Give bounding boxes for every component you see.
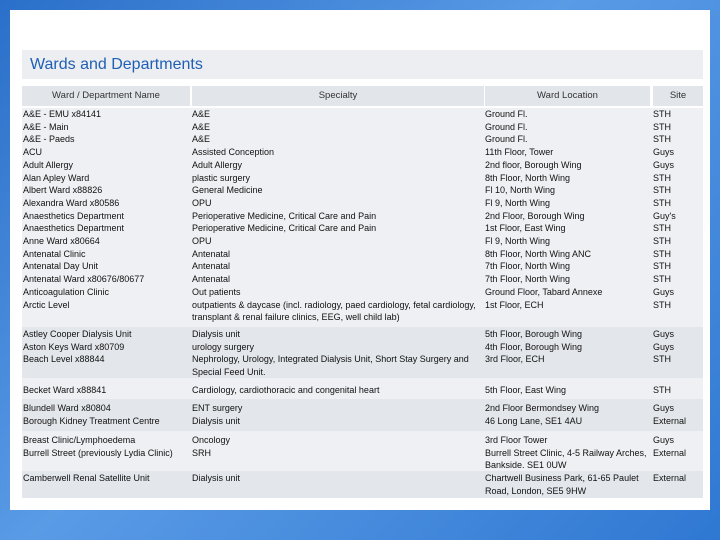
specialty-cell: Oncology SRH [192, 435, 231, 458]
site-cell: STH [653, 385, 671, 395]
specialty-cell: ENT surgery Dialysis unit [192, 403, 243, 426]
ward-name-cell: Astley Cooper Dialysis Unit Aston Keys Ward x80709 Beach Level x88844 [23, 329, 132, 365]
table-row-group [22, 471, 703, 498]
site-cell: STH STH STH Guys Guys STH STH STH Guy's STH STH STH STH STH Guys STH [653, 109, 676, 310]
ward-name-cell: Blundell Ward x80804 Borough Kidney Treatment Centre [23, 403, 160, 426]
site-cell: External [653, 473, 687, 483]
table-row-group [22, 379, 703, 398]
site-cell: Guys Guys STH [653, 329, 675, 365]
ward-name-cell: Becket Ward x88841 [23, 385, 107, 395]
header-specialty: Specialty [192, 86, 484, 106]
header-ward-name: Ward / Department Name [22, 86, 190, 106]
ward-location-cell: Ground Fl. Ground Fl. Ground Fl. 11th Floor, Tower 2nd floor, Borough Wing 8th Floor, North Wing Fl 10, North Wing Fl 9, North Wing 2nd Floor, Borough Wing 1st Floor, East Wing Fl 9, North Wing 8th Floor, North Wing ANC 7th Floor, North Wing 7th Floor, North Wing Ground Floor, Tabard Annexe 1st Floor, ECH [485, 109, 603, 310]
ward-name-cell: A&E - EMU x84141 A&E - Main A&E - Paeds ACU Adult Allergy Alan Apley Ward Albert Ward x88826 Alexandra Ward x80586 Anaesthetics Department Anaesthetics Department Anne Ward x80664 Antenatal Clinic Antenatal Day Unit Antenatal Ward x80676/80677 Anticoagulation Clinic Arctic Level [23, 109, 145, 310]
ward-location-cell: Chartwell Business Park, 61-65 Paulet Road, London, SE5 9HW [485, 473, 639, 496]
table-body [22, 108, 703, 498]
table-row-group [22, 432, 703, 470]
specialty-cell: Dialysis unit urology surgery Nephrology, Urology, Integrated Dialysis Unit, Short Stay Surgery and Special Feed Unit. [192, 329, 469, 378]
site-cell: Guys External [653, 435, 687, 458]
ward-name-cell: Breast Clinic/Lymphoedema Burrell Street (previously Lydia Clinic) [23, 435, 173, 458]
table-row-group [22, 399, 703, 431]
header-site: Site [653, 86, 703, 106]
specialty-cell: A&E A&E A&E Assisted Conception Adult Allergy plastic surgery General Medicine OPU Perioperative Medicine, Critical Care and Pain Perioperative Medicine, Critical Care and Pain OPU Antenatal Antenatal Antenatal Out patients outpatients & daycase (incl. radiology, paed cardiology, fetal cardiology, transplant & renal failure clinics, EEG, well child lab) [192, 109, 476, 323]
page-title: Wards and Departments [30, 56, 203, 73]
header-ward-location: Ward Location [485, 86, 650, 106]
ward-location-cell: 5th Floor, East Wing [485, 385, 567, 395]
ward-name-cell: Camberwell Renal Satellite Unit [23, 473, 150, 483]
table-header [22, 86, 703, 106]
table-row-group [22, 108, 703, 326]
ward-location-cell: 2nd Floor Bermondsey Wing 46 Long Lane, SE1 4AU [485, 403, 600, 426]
ward-location-cell: 5th Floor, Borough Wing 4th Floor, Borough Wing 3rd Floor, ECH [485, 329, 583, 365]
specialty-cell: Cardiology, cardiothoracic and congenital heart [192, 385, 380, 395]
specialty-cell: Dialysis unit [192, 473, 241, 483]
site-cell: Guys External [653, 403, 687, 426]
table-row-group [22, 327, 703, 378]
ward-location-cell: 3rd Floor Tower Burrell Street Clinic, 4-5 Railway Arches, Bankside. SE1 0UW [485, 435, 647, 471]
